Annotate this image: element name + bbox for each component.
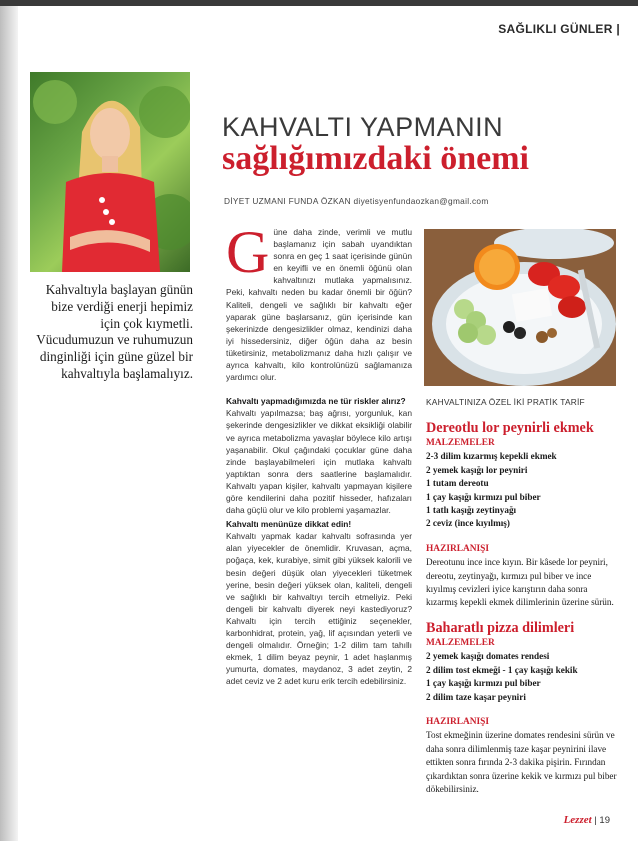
recipe2-ingredient: 2 dilim taze kaşar peyniri: [426, 691, 526, 702]
recipe2-ingredient: 1 çay kaşığı kırmızı pul biber: [426, 678, 541, 689]
recipe2-ingredients-label: MALZEMELER: [426, 637, 495, 648]
intro-text: üne daha zinde, verimli ve mutlu başlamanız için sabah uyandıktan sonra en geç 1 saat içerisinde günün en keyifli ve en önemli öğünü olan kahvaltınızı mutlaka yapmalısınız. Peki, kahvaltı neden bu kadar önemli bir öğün? Kaliteli, dengeli ve sağlıklı bir kahvaltı eğer yaparak güne başlarsanız, gün içerisinde kan şekerinizde dengesizlikler olmaz, kendinizi daha iyi hissedersiniz, diğer öğün daha az besin tüketirsiniz, metabolizmanız daha hızlı çalışır ve ayrıca kahvaltı, kilo kontrolünüzü sağlamanıza yardımcı olur.: [226, 227, 412, 383]
breakfast-plate-illustration: [424, 229, 616, 386]
page-binding-shadow: [0, 0, 18, 841]
recipe1-title: Dereotlu lor peynirli ekmek: [426, 420, 594, 436]
recipe2-ingredient: 2 dilim tost ekmeği - 1 çay kaşığı kekik: [426, 664, 578, 675]
author-photo: [30, 72, 190, 272]
section-title: SAĞLIKLI GÜNLER |: [498, 22, 620, 36]
recipe2-title: Baharatlı pizza dilimleri: [426, 619, 575, 636]
headline-line1: KAHVALTI YAPMANIN: [222, 112, 504, 142]
pull-quote: Kahvaltıyla başlayan günün bize verdiği enerji hepimiz için çok kıymetli. Vücudumuzun ve ruhumuzun dinginliği için güne güzel bir kahvaltıyla başlamalıyız.: [36, 282, 193, 381]
recipe2-ingredient: 2 yemek kaşığı domates rendesi: [426, 651, 550, 662]
headline-line2: sağlığımızdaki önemi: [222, 140, 529, 177]
recipes-column: [426, 420, 618, 796]
subheading-risks: Kahvaltı yapmadığımızda ne tür riskler alırız?: [226, 396, 406, 407]
recipe2-prep: Tost ekmeğinin üzerine domates rendesini sürün ve daha sonra dilimlenmiş taze kaşar peynirini ilave ettikten sonra fırında 2-3 dakika pişirin. Fırından çıkardıktan sonra üzerine kekik ve kırmızı pul biber dökebilirsiniz.: [426, 730, 617, 794]
risks-paragraph: Kahvaltı yapılmazsa; baş ağrısı, yorgunluk, kan şekerinde dengesizlikler ve dikkat eksikliği olabilir ve ayrıca metabolizma yavaşlar böylece kilo artışı yaşanabilir. Okul çağındaki çocuklar güne daha zinde başlayabilmeleri için mutlaka kahvaltı yaptıktan sonra ders saatlerine başlamalıdır. Kahvaltı yapan kişiler, kahvaltı yapmayan kişilere göre kendilerini daha pozitif hisseder, hafızaları daha güçlü olur ve kilo problemi yaşamazlar.: [226, 408, 412, 516]
page-number: | 19: [594, 815, 610, 826]
recipe1-ingredient: 1 çay kaşığı kırmızı pul biber: [426, 491, 541, 502]
magazine-brand: Lezzet: [563, 814, 592, 826]
intro-paragraph: [226, 219, 412, 383]
recipe1-ingredients-label: MALZEMELER: [426, 438, 495, 448]
drop-cap: G: [226, 219, 270, 285]
recipe1-ingredient: 1 tatlı kaşığı zeytinyağı: [426, 505, 517, 516]
byline: DİYET UZMANI FUNDA ÖZKAN diyetisyenfundaozkan@gmail.com: [224, 196, 489, 206]
subheading-menu: Kahvaltı menünüze dikkat edin!: [226, 519, 352, 530]
recipe1-prep-label: HAZIRLANIŞI: [426, 543, 490, 554]
recipe1-ingredient: 2 ceviz (ince kıyılmış): [426, 518, 510, 529]
recipe1-ingredient: 2-3 dilim kızarmış kepekli ekmek: [426, 451, 557, 462]
recipes-caption: KAHVALTINIZA ÖZEL İKİ PRATİK TARİF: [426, 397, 585, 407]
menu-paragraph: Kahvaltı yapmak kadar kahvaltı sofrasında yer alan yiyecekler de önemlidir. Kruvasan, açma, poğaça, kek, kurabiye, simit gibi yüksek kalorili ve besin değeri düşük olan yiyecekleri tüketmek yerine, besin değeri yüksek olan, kaliteli, dengeli ve sağlıklı bir kahvaltıyı tercih etmeliyiz. Peki dengeli bir kahvaltı diyerek neyi kastediyoruz? Kahvaltı için tercih ettiğiniz seçenekler, karbonhidrat, protein, yağ, lif açısından yeterli ve dengeli olmalıdır. Örneğin; 1-2 dilim tam tahıllı ekmek, 1 dilim beyaz peynir, 1 adet haşlanmış yumurta, domates, maydanoz, 3 adet zeytin, 2 adet ceviz ve 2 adet kuru erik tercih edebilirsiniz.: [226, 531, 412, 687]
article-body: [226, 219, 412, 687]
page-footer: [564, 814, 610, 826]
top-rule: [0, 0, 638, 6]
breakfast-photo: [424, 229, 616, 386]
recipe1-ingredient: 1 tutam dereotu: [426, 478, 489, 489]
author-photo-illustration: [30, 72, 190, 272]
recipe2-prep-label: HAZIRLANIŞI: [426, 716, 490, 727]
recipe1-prep: Dereotunu ince ince kıyın. Bir kâsede lor peyniri, dereotu, zeytinyağı, kırmızı pul biber ve ince kıyılmış cevizleri iyice karıştırın daha sonra kızarmış kepekli ekmek dilimlerinin üzerine sürün.: [426, 557, 614, 608]
recipe1-ingredient: 2 yemek kaşığı lor peyniri: [426, 464, 528, 475]
